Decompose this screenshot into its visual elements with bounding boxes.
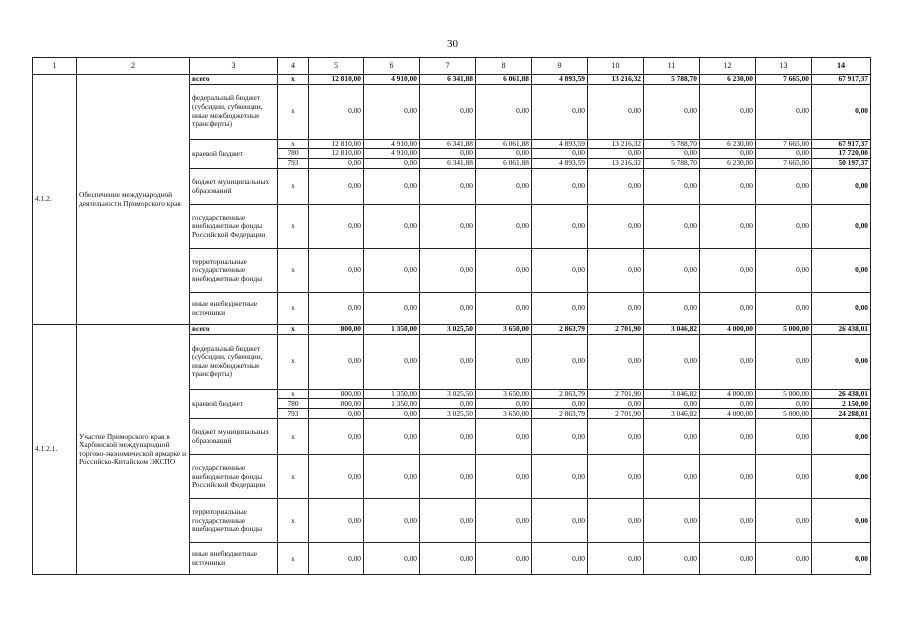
value-cell: 6 230,00 [700, 75, 756, 85]
value-cell: 6 341,88 [420, 75, 476, 85]
column-4-cell: x [278, 543, 309, 575]
column-header: 6 [364, 58, 420, 75]
value-cell: 0,00 [364, 543, 420, 575]
value-cell: 12 810,00 [309, 149, 364, 159]
total-cell: 17 720,00 [812, 149, 871, 159]
value-cell: 0,00 [476, 399, 532, 409]
column-4-cell: x [278, 389, 309, 399]
value-cell: 0,00 [420, 84, 476, 139]
value-cell: 0,00 [588, 499, 644, 543]
value-cell: 0,00 [644, 149, 700, 159]
value-cell: 0,00 [756, 419, 812, 455]
value-cell: 0,00 [700, 249, 756, 293]
funding-source: краевой бюджет [190, 389, 278, 419]
total-cell: 0,00 [812, 293, 871, 325]
value-cell: 0,00 [588, 169, 644, 205]
funding-source: федеральный бюджет (субсидии, субвенции, иные межбюджетные трансферты) [190, 84, 278, 139]
funding-source: краевой бюджет [190, 139, 278, 169]
value-cell: 6 341,88 [420, 159, 476, 169]
value-cell: 0,00 [364, 419, 420, 455]
total-cell: 0,00 [812, 205, 871, 249]
value-cell: 2 701,90 [588, 409, 644, 419]
value-cell: 0,00 [700, 419, 756, 455]
value-cell: 2 863,79 [532, 325, 588, 335]
column-4-cell: x [278, 419, 309, 455]
value-cell: 0,00 [420, 543, 476, 575]
total-cell: 0,00 [812, 455, 871, 499]
value-cell: 0,00 [309, 334, 364, 389]
value-cell: 0,00 [588, 249, 644, 293]
column-header: 8 [476, 58, 532, 75]
value-cell: 13 216,32 [588, 75, 644, 85]
value-cell: 5 000,00 [756, 325, 812, 335]
value-cell: 0,00 [309, 409, 364, 419]
value-cell: 6 061,88 [476, 139, 532, 149]
total-cell: 50 197,37 [812, 159, 871, 169]
column-header: 9 [532, 58, 588, 75]
value-cell: 12 810,00 [309, 75, 364, 85]
column-4-cell: x [278, 169, 309, 205]
value-cell: 0,00 [700, 169, 756, 205]
value-cell: 0,00 [532, 84, 588, 139]
column-4-cell: x [278, 325, 309, 335]
value-cell: 0,00 [476, 205, 532, 249]
value-cell: 4 000,00 [700, 409, 756, 419]
value-cell: 4 893,59 [532, 75, 588, 85]
value-cell: 1 350,00 [364, 325, 420, 335]
value-cell: 0,00 [364, 159, 420, 169]
value-cell: 5 788,70 [644, 159, 700, 169]
item-code: 4.1.2.1. [33, 325, 77, 575]
value-cell: 0,00 [700, 205, 756, 249]
total-cell: 0,00 [812, 499, 871, 543]
item-name: Обеспечение международной деятельности Приморского края [77, 75, 190, 325]
value-cell: 4 910,00 [364, 75, 420, 85]
funding-source: территориальные государственные внебюджетные фонды [190, 499, 278, 543]
value-cell: 0,00 [588, 543, 644, 575]
column-header: 2 [77, 58, 190, 75]
value-cell: 0,00 [532, 455, 588, 499]
table-row [33, 75, 871, 85]
value-cell: 6 061,88 [476, 159, 532, 169]
value-cell: 0,00 [309, 249, 364, 293]
column-4-cell: x [278, 139, 309, 149]
value-cell: 0,00 [364, 84, 420, 139]
value-cell: 0,00 [644, 169, 700, 205]
value-cell: 0,00 [756, 205, 812, 249]
value-cell: 2 863,79 [532, 409, 588, 419]
value-cell: 3 650,00 [476, 325, 532, 335]
value-cell: 0,00 [420, 334, 476, 389]
value-cell: 2 701,90 [588, 325, 644, 335]
column-header: 7 [420, 58, 476, 75]
value-cell: 0,00 [588, 293, 644, 325]
value-cell: 0,00 [532, 334, 588, 389]
value-cell: 800,00 [309, 389, 364, 399]
total-cell: 24 288,01 [812, 409, 871, 419]
value-cell: 0,00 [364, 249, 420, 293]
value-cell: 7 665,00 [756, 159, 812, 169]
total-cell: 26 438,01 [812, 325, 871, 335]
funding-source: бюджет муниципальных образований [190, 169, 278, 205]
value-cell: 0,00 [476, 169, 532, 205]
value-cell: 0,00 [364, 455, 420, 499]
value-cell: 0,00 [420, 399, 476, 409]
column-header: 10 [588, 58, 644, 75]
total-cell: 0,00 [812, 169, 871, 205]
value-cell: 7 665,00 [756, 75, 812, 85]
value-cell: 3 025,50 [420, 325, 476, 335]
column-header: 4 [278, 58, 309, 75]
value-cell: 0,00 [756, 169, 812, 205]
value-cell: 0,00 [420, 149, 476, 159]
value-cell: 5 788,70 [644, 75, 700, 85]
total-cell: 26 438,01 [812, 389, 871, 399]
value-cell: 0,00 [420, 169, 476, 205]
value-cell: 3 046,82 [644, 409, 700, 419]
column-header: 1 [33, 58, 77, 75]
total-cell: 0,00 [812, 334, 871, 389]
value-cell: 5 000,00 [756, 389, 812, 399]
value-cell: 3 025,50 [420, 389, 476, 399]
value-cell: 0,00 [644, 249, 700, 293]
value-cell: 0,00 [588, 84, 644, 139]
value-cell: 800,00 [309, 399, 364, 409]
value-cell: 0,00 [420, 499, 476, 543]
value-cell: 0,00 [532, 419, 588, 455]
column-header: 12 [700, 58, 756, 75]
value-cell: 0,00 [756, 543, 812, 575]
value-cell: 0,00 [756, 399, 812, 409]
column-header: 11 [644, 58, 700, 75]
value-cell: 0,00 [644, 84, 700, 139]
value-cell: 0,00 [476, 419, 532, 455]
column-4-cell: 793 [278, 409, 309, 419]
value-cell: 0,00 [700, 293, 756, 325]
value-cell: 6 230,00 [700, 139, 756, 149]
column-4-cell: x [278, 334, 309, 389]
value-cell: 5 000,00 [756, 409, 812, 419]
value-cell: 0,00 [644, 205, 700, 249]
value-cell: 0,00 [532, 399, 588, 409]
total-cell: 67 917,37 [812, 139, 871, 149]
value-cell: 0,00 [476, 249, 532, 293]
value-cell: 0,00 [420, 419, 476, 455]
value-cell: 0,00 [756, 84, 812, 139]
column-header: 3 [190, 58, 278, 75]
value-cell: 0,00 [309, 543, 364, 575]
column-4-cell: x [278, 84, 309, 139]
total-cell: 67 917,37 [812, 75, 871, 85]
value-cell: 2 701,90 [588, 389, 644, 399]
value-cell: 0,00 [364, 169, 420, 205]
value-cell: 0,00 [476, 84, 532, 139]
value-cell: 0,00 [756, 499, 812, 543]
value-cell: 0,00 [476, 334, 532, 389]
value-cell: 0,00 [588, 455, 644, 499]
value-cell: 800,00 [309, 325, 364, 335]
value-cell: 0,00 [532, 543, 588, 575]
value-cell: 0,00 [420, 293, 476, 325]
value-cell: 0,00 [700, 149, 756, 159]
value-cell: 0,00 [476, 455, 532, 499]
value-cell: 0,00 [700, 84, 756, 139]
value-cell: 0,00 [476, 499, 532, 543]
value-cell: 0,00 [644, 293, 700, 325]
value-cell: 0,00 [532, 499, 588, 543]
value-cell: 0,00 [309, 84, 364, 139]
value-cell: 0,00 [364, 409, 420, 419]
value-cell: 0,00 [532, 293, 588, 325]
column-4-cell: 780 [278, 149, 309, 159]
column-4-cell: x [278, 205, 309, 249]
value-cell: 6 230,00 [700, 159, 756, 169]
column-4-cell: x [278, 293, 309, 325]
funding-source: всего [190, 325, 278, 335]
value-cell: 0,00 [588, 205, 644, 249]
value-cell: 13 216,32 [588, 159, 644, 169]
value-cell: 0,00 [700, 499, 756, 543]
column-4-cell: x [278, 455, 309, 499]
value-cell: 0,00 [700, 455, 756, 499]
value-cell: 0,00 [532, 149, 588, 159]
funding-source: государственные внебюджетные фонды Российской Федерации [190, 455, 278, 499]
funding-source: территориальные государственные внебюджетные фонды [190, 249, 278, 293]
value-cell: 0,00 [532, 249, 588, 293]
value-cell: 0,00 [364, 499, 420, 543]
value-cell: 0,00 [420, 249, 476, 293]
total-cell: 0,00 [812, 543, 871, 575]
value-cell: 0,00 [588, 419, 644, 455]
funding-source: всего [190, 75, 278, 85]
funding-source: иные внебюджетные источники [190, 543, 278, 575]
value-cell: 0,00 [644, 455, 700, 499]
value-cell: 0,00 [309, 169, 364, 205]
value-cell: 0,00 [644, 419, 700, 455]
value-cell: 0,00 [588, 399, 644, 409]
value-cell: 0,00 [476, 149, 532, 159]
value-cell: 3 046,82 [644, 325, 700, 335]
value-cell: 0,00 [420, 455, 476, 499]
value-cell: 0,00 [644, 399, 700, 409]
column-4-cell: x [278, 499, 309, 543]
value-cell: 0,00 [700, 334, 756, 389]
table-body [33, 58, 871, 575]
value-cell: 5 788,70 [644, 139, 700, 149]
value-cell: 0,00 [364, 293, 420, 325]
value-cell: 0,00 [309, 293, 364, 325]
value-cell: 4 000,00 [700, 389, 756, 399]
funding-source: государственные внебюджетные фонды Российской Федерации [190, 205, 278, 249]
value-cell: 0,00 [309, 455, 364, 499]
value-cell: 0,00 [309, 419, 364, 455]
funding-source: иные внебюджетные источники [190, 293, 278, 325]
value-cell: 4 000,00 [700, 325, 756, 335]
value-cell: 12 810,00 [309, 139, 364, 149]
value-cell: 3 650,00 [476, 409, 532, 419]
value-cell: 3 025,50 [420, 409, 476, 419]
value-cell: 0,00 [644, 543, 700, 575]
value-cell: 0,00 [364, 334, 420, 389]
value-cell: 0,00 [476, 543, 532, 575]
value-cell: 13 216,32 [588, 139, 644, 149]
value-cell: 0,00 [700, 543, 756, 575]
value-cell: 0,00 [644, 334, 700, 389]
value-cell: 4 893,59 [532, 159, 588, 169]
value-cell: 4 910,00 [364, 139, 420, 149]
value-cell: 0,00 [756, 249, 812, 293]
column-4-cell: 793 [278, 159, 309, 169]
column-4-cell: x [278, 75, 309, 85]
value-cell: 1 350,00 [364, 399, 420, 409]
value-cell: 0,00 [588, 334, 644, 389]
funding-source: федеральный бюджет (субсидии, субвенции, иные межбюджетные трансферты) [190, 334, 278, 389]
table-row [33, 325, 871, 335]
value-cell: 0,00 [420, 205, 476, 249]
value-cell: 0,00 [700, 399, 756, 409]
item-name: Участие Приморского края в Харбинской международной торгово-экономической ярмарке и Российско-Китайском ЭКСПО [77, 325, 190, 575]
column-header-row [33, 58, 871, 75]
budget-table [32, 57, 871, 575]
column-4-cell: 780 [278, 399, 309, 409]
column-header: 5 [309, 58, 364, 75]
value-cell: 3 650,00 [476, 389, 532, 399]
column-4-cell: x [278, 249, 309, 293]
value-cell: 3 046,82 [644, 389, 700, 399]
column-header: 14 [812, 58, 871, 75]
value-cell: 0,00 [309, 499, 364, 543]
value-cell: 0,00 [588, 149, 644, 159]
total-cell: 0,00 [812, 249, 871, 293]
value-cell: 6 061,88 [476, 75, 532, 85]
item-code: 4.1.2. [33, 75, 77, 325]
value-cell: 0,00 [756, 293, 812, 325]
value-cell: 4 910,00 [364, 149, 420, 159]
value-cell: 0,00 [756, 455, 812, 499]
value-cell: 0,00 [756, 334, 812, 389]
value-cell: 0,00 [532, 169, 588, 205]
total-cell: 0,00 [812, 419, 871, 455]
funding-source: бюджет муниципальных образований [190, 419, 278, 455]
value-cell: 4 893,59 [532, 139, 588, 149]
value-cell: 0,00 [476, 293, 532, 325]
value-cell: 6 341,88 [420, 139, 476, 149]
total-cell: 0,00 [812, 84, 871, 139]
value-cell: 7 665,00 [756, 139, 812, 149]
value-cell: 0,00 [532, 205, 588, 249]
value-cell: 1 350,00 [364, 389, 420, 399]
value-cell: 0,00 [309, 205, 364, 249]
value-cell: 0,00 [644, 499, 700, 543]
total-cell: 2 150,00 [812, 399, 871, 409]
value-cell: 2 863,79 [532, 389, 588, 399]
value-cell: 0,00 [756, 149, 812, 159]
page-number: 30 [447, 38, 458, 50]
value-cell: 0,00 [364, 205, 420, 249]
column-header: 13 [756, 58, 812, 75]
value-cell: 0,00 [309, 159, 364, 169]
